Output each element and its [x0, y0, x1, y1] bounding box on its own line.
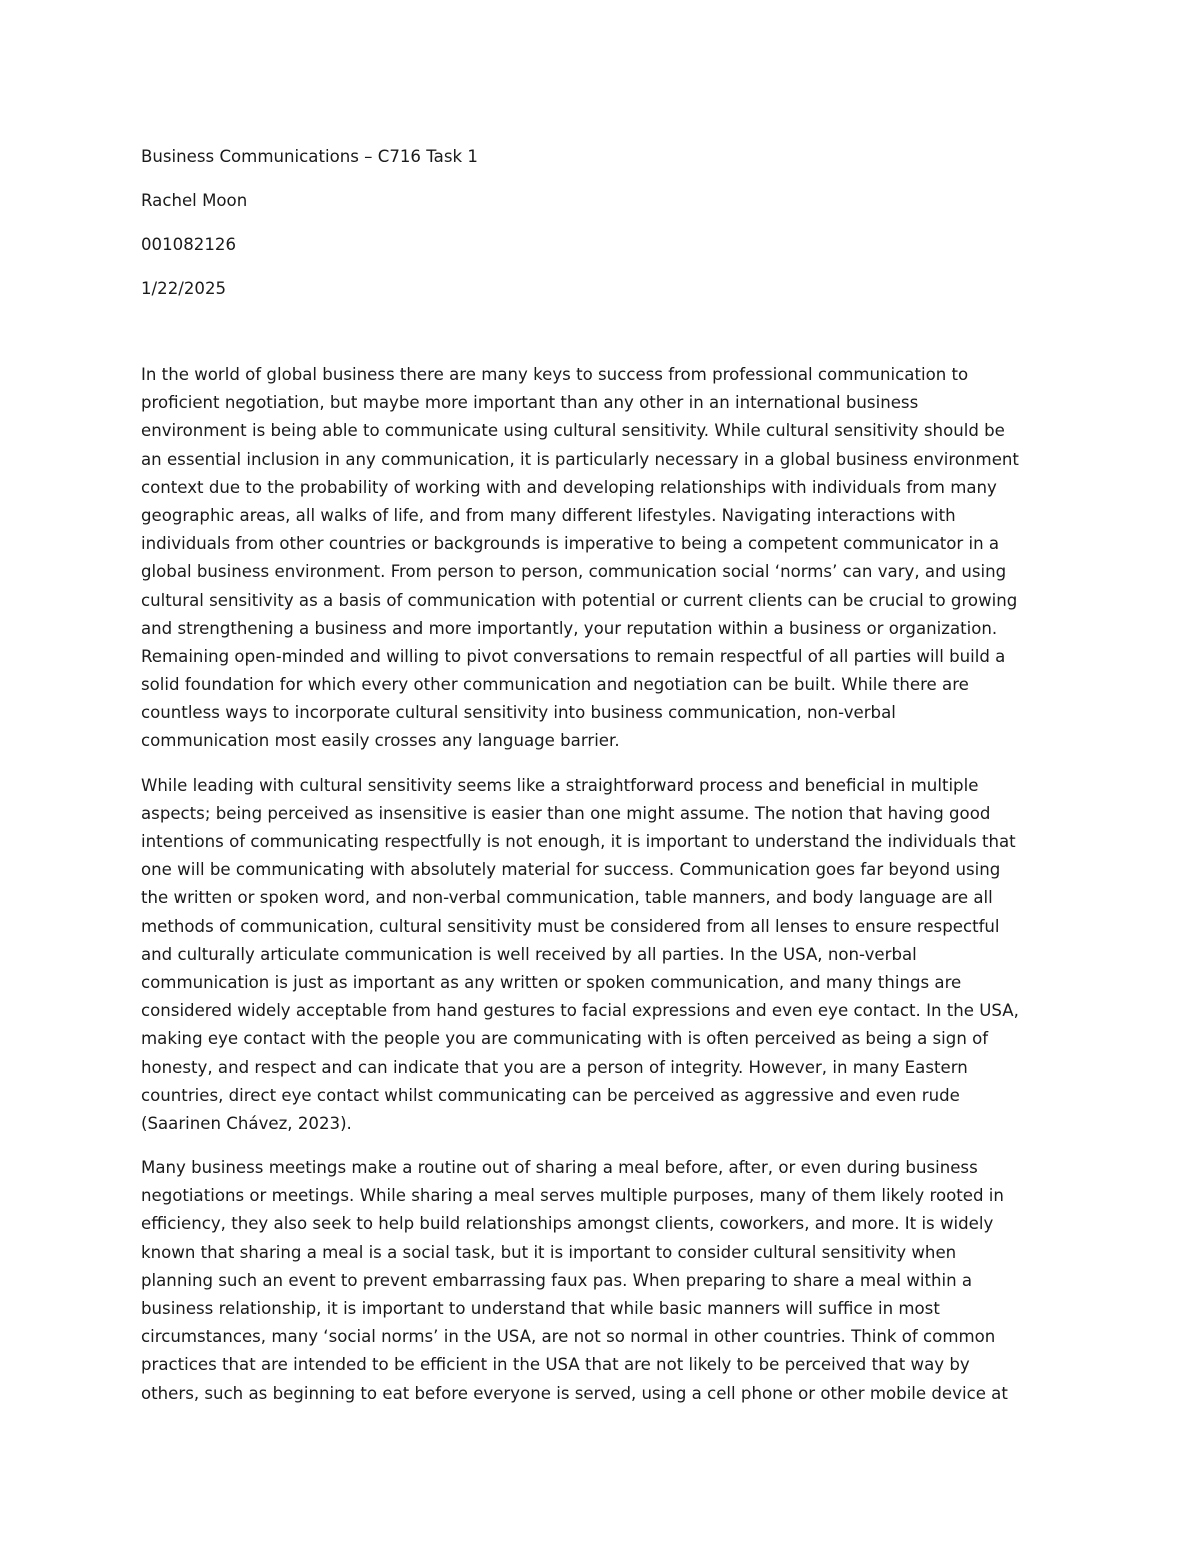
paragraph-line: others, such as beginning to eat before everyone is served, using a cell phone or other mobile device at: [141, 1383, 1008, 1403]
paragraph-line: and culturally articulate communication is well received by all parties. In the USA, non-verbal: [141, 944, 917, 964]
paragraph-line: Remaining open-minded and willing to pivot conversations to remain respectful of all parties will build a: [141, 646, 1006, 666]
paragraph-line: methods of communication, cultural sensitivity must be considered from all lenses to ensure respectful: [141, 916, 1000, 936]
document-date: 1/22/2025: [141, 279, 227, 298]
paragraph-line: individuals from other countries or backgrounds is imperative to being a competent communicator in a: [141, 534, 1000, 554]
body-paragraph: [141, 1154, 1061, 1408]
paragraph-line: negotiations or meetings. While sharing a meal serves multiple purposes, many of them likely rooted in: [141, 1186, 1004, 1206]
paragraph-line: context due to the probability of working with and developing relationships with individuals from many: [141, 477, 997, 497]
paragraph-line: countries, direct eye contact whilst communicating can be perceived as aggressive and even rude: [141, 1085, 960, 1105]
author-name: Rachel Moon: [141, 191, 248, 210]
document-header: [141, 143, 1061, 319]
paragraph-line: the written or spoken word, and non-verbal communication, table manners, and body language are all: [141, 888, 993, 908]
paragraph-line: (Saarinen Chávez, 2023).: [141, 1113, 352, 1133]
paragraph-line: solid foundation for which every other communication and negotiation can be built. While there are: [141, 675, 969, 695]
paragraph-line: communication is just as important as any written or spoken communication, and many things are: [141, 972, 962, 992]
paragraph-line: countless ways to incorporate cultural sensitivity into business communication, non-verbal: [141, 703, 896, 723]
paragraph-line: geographic areas, all walks of life, and from many different lifestyles. Navigating interactions with: [141, 505, 956, 525]
paragraph-line: Many business meetings make a routine out of sharing a meal before, after, or even during business: [141, 1158, 978, 1178]
document-body: [141, 361, 1061, 1424]
paragraph-line: making eye contact with the people you are communicating with is often perceived as being a sign of: [141, 1029, 989, 1049]
paragraph-line: planning such an event to prevent embarrassing faux pas. When preparing to share a meal within a: [141, 1270, 973, 1290]
student-id: 001082126: [141, 235, 237, 254]
paragraph-line: aspects; being perceived as insensitive is easier than one might assume. The notion that having good: [141, 803, 991, 823]
paragraph-line: global business environment. From person to person, communication social ‘norms’ can vary, and using: [141, 562, 1007, 582]
paragraph-line: and strengthening a business and more importantly, your reputation within a business or organization.: [141, 618, 998, 638]
paragraph-line: efficiency, they also seek to help build relationships amongst clients, coworkers, and more. It is widely: [141, 1214, 994, 1234]
paragraph-line: proficient negotiation, but maybe more important than any other in an international business: [141, 393, 919, 413]
paragraph-line: considered widely acceptable from hand gestures to facial expressions and even eye contact. In the USA,: [141, 1001, 1019, 1021]
body-paragraph: [141, 772, 1061, 1138]
paragraph-line: business relationship, it is important to understand that while basic manners will suffice in most: [141, 1299, 940, 1318]
document-title: Business Communications – C716 Task 1: [141, 147, 478, 166]
paragraph-line: In the world of global business there are many keys to success from professional communication to: [141, 365, 969, 384]
paragraph-line: honesty, and respect and can indicate that you are a person of integrity. However, in many Eastern: [141, 1057, 968, 1077]
paragraph-line: cultural sensitivity as a basis of communication with potential or current clients can be crucial to growing: [141, 590, 1018, 610]
paragraph-line: one will be communicating with absolutely material for success. Communication goes far beyond using: [141, 860, 1001, 880]
paragraph-line: communication most easily crosses any language barrier.: [141, 731, 620, 751]
paragraph-line: While leading with cultural sensitivity seems like a straightforward process and beneficial in multiple: [141, 775, 979, 795]
paragraph-line: an essential inclusion in any communication, it is particularly necessary in a global business environment: [141, 449, 1019, 469]
paragraph-line: environment is being able to communicate using cultural sensitivity. While cultural sensitivity should be: [141, 421, 1005, 441]
paragraph-line: intentions of communicating respectfully is not enough, it is important to understand the individuals that: [141, 832, 1016, 851]
paragraph-line: circumstances, many ‘social norms’ in the USA, are not so normal in other countries. Think of common: [141, 1327, 996, 1347]
paragraph-line: practices that are intended to be efficient in the USA that are not likely to be perceived that way by: [141, 1355, 970, 1375]
body-paragraph: [141, 361, 1061, 756]
paragraph-line: known that sharing a meal is a social task, but it is important to consider cultural sensitivity when: [141, 1242, 957, 1262]
